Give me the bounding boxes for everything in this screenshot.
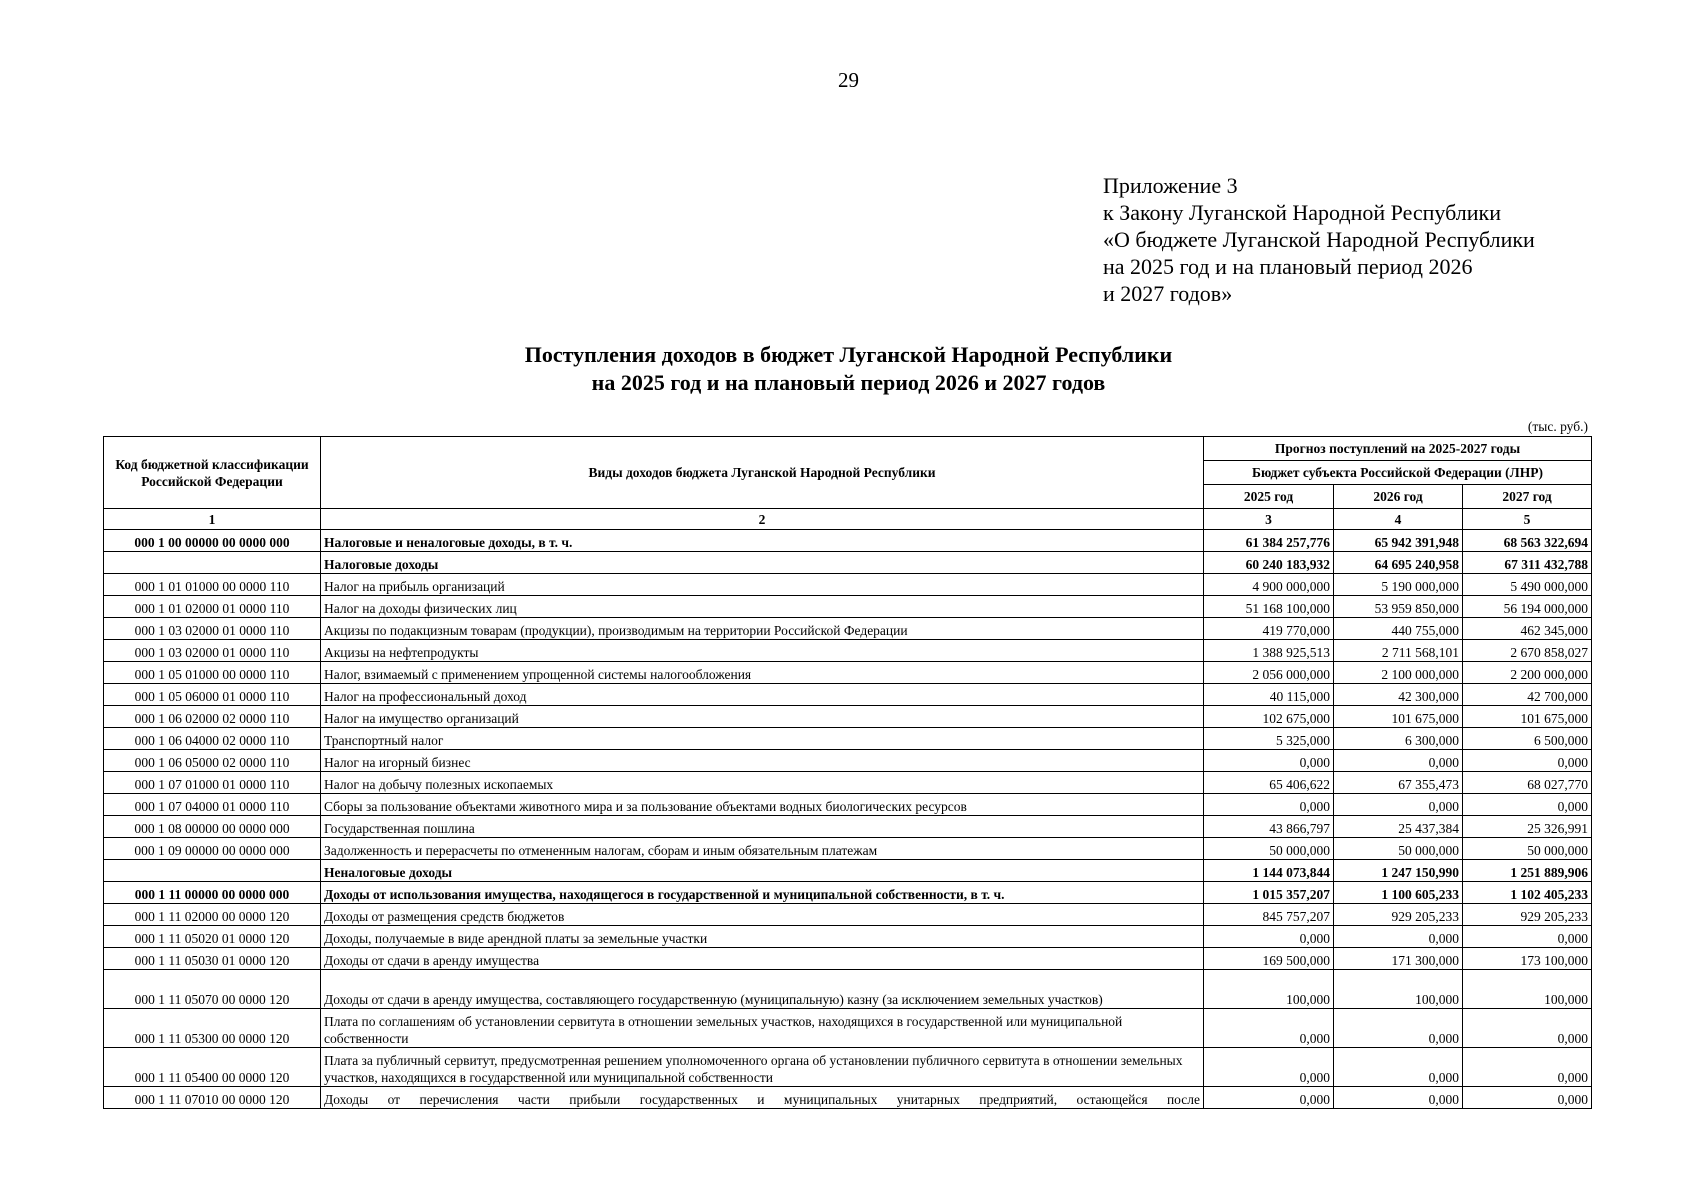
value-2026-cell: 100,000 <box>1334 970 1463 1009</box>
table-row <box>104 772 1592 794</box>
document-title <box>0 341 1697 397</box>
revenue-name-cell: Плата за публичный сервитут, предусмотренная решением уполномоченного органа об установлении публичного сервитута в отношении земельных участков, находящихся в государственной или муниципальной собственности <box>321 1048 1204 1087</box>
revenue-name-cell: Налог на игорный бизнес <box>321 750 1204 772</box>
value-2026-cell: 50 000,000 <box>1334 838 1463 860</box>
value-2027-cell: 67 311 432,788 <box>1463 552 1592 574</box>
table-row <box>104 882 1592 904</box>
table-row <box>104 794 1592 816</box>
value-2025-cell: 100,000 <box>1204 970 1334 1009</box>
column-index: 5 <box>1463 509 1592 530</box>
revenue-name-cell: Доходы от сдачи в аренду имущества, составляющего государственную (муниципальную) казну (за исключением земельных участков) <box>321 970 1204 1009</box>
revenue-name-cell: Задолженность и перерасчеты по отмененным налогам, сборам и иным обязательным платежам <box>321 838 1204 860</box>
table-row <box>104 816 1592 838</box>
table-row <box>104 1009 1592 1048</box>
revenue-name-cell: Доходы от размещения средств бюджетов <box>321 904 1204 926</box>
value-2025-cell: 845 757,207 <box>1204 904 1334 926</box>
revenue-name-cell: Плата по соглашениям об установлении сервитута в отношении земельных участков, находящихся в государственной или муниципальной собственности <box>321 1009 1204 1048</box>
revenue-name-cell: Доходы от использования имущества, находящегося в государственной и муниципальной собственности, в т. ч. <box>321 882 1204 904</box>
value-2027-cell: 0,000 <box>1463 750 1592 772</box>
value-2025-cell: 40 115,000 <box>1204 684 1334 706</box>
revenue-name-cell: Налог, взимаемый с применением упрощенной системы налогообложения <box>321 662 1204 684</box>
annex-line: к Закону Луганской Народной Республики <box>1103 200 1501 225</box>
revenue-name-cell: Налог на прибыль организаций <box>321 574 1204 596</box>
value-2027-cell: 101 675,000 <box>1463 706 1592 728</box>
header-year-2027: 2027 год <box>1463 485 1592 509</box>
budget-code-cell: 000 1 09 00000 00 0000 000 <box>104 838 321 860</box>
value-2025-cell: 0,000 <box>1204 1009 1334 1048</box>
value-2025-cell: 0,000 <box>1204 1087 1334 1109</box>
value-2025-cell: 1 015 357,207 <box>1204 882 1334 904</box>
value-2027-cell: 929 205,233 <box>1463 904 1592 926</box>
value-2025-cell: 4 900 000,000 <box>1204 574 1334 596</box>
value-2025-cell: 102 675,000 <box>1204 706 1334 728</box>
budget-code-cell: 000 1 03 02000 01 0000 110 <box>104 640 321 662</box>
budget-code-cell: 000 1 05 01000 00 0000 110 <box>104 662 321 684</box>
value-2025-cell: 1 144 073,844 <box>1204 860 1334 882</box>
column-index: 4 <box>1334 509 1463 530</box>
value-2025-cell: 43 866,797 <box>1204 816 1334 838</box>
value-2026-cell: 2 711 568,101 <box>1334 640 1463 662</box>
value-2025-cell: 2 056 000,000 <box>1204 662 1334 684</box>
budget-code-cell: 000 1 11 00000 00 0000 000 <box>104 882 321 904</box>
title-line: на 2025 год и на плановый период 2026 и 2027 годов <box>591 370 1106 395</box>
value-2026-cell: 5 190 000,000 <box>1334 574 1463 596</box>
value-2027-cell: 173 100,000 <box>1463 948 1592 970</box>
value-2026-cell: 2 100 000,000 <box>1334 662 1463 684</box>
column-index: 1 <box>104 509 321 530</box>
revenue-name-cell: Налог на имущество организаций <box>321 706 1204 728</box>
revenue-name-cell: Государственная пошлина <box>321 816 1204 838</box>
value-2026-cell: 0,000 <box>1334 794 1463 816</box>
revenue-name-cell: Акцизы по подакцизным товарам (продукции), производимым на территории Российской Федерации <box>321 618 1204 640</box>
value-2026-cell: 42 300,000 <box>1334 684 1463 706</box>
column-index: 3 <box>1204 509 1334 530</box>
annex-line: и 2027 годов» <box>1103 281 1233 306</box>
header-forecast: Прогноз поступлений на 2025-2027 годы <box>1204 437 1592 461</box>
budget-code-cell: 000 1 06 05000 02 0000 110 <box>104 750 321 772</box>
value-2025-cell: 0,000 <box>1204 750 1334 772</box>
budget-code-cell: 000 1 11 05400 00 0000 120 <box>104 1048 321 1087</box>
value-2026-cell: 53 959 850,000 <box>1334 596 1463 618</box>
value-2027-cell: 1 102 405,233 <box>1463 882 1592 904</box>
budget-code-cell: 000 1 08 00000 00 0000 000 <box>104 816 321 838</box>
value-2026-cell: 1 100 605,233 <box>1334 882 1463 904</box>
header-code: Код бюджетной классификации Российской Федерации <box>104 437 321 509</box>
value-2027-cell: 56 194 000,000 <box>1463 596 1592 618</box>
value-2025-cell: 0,000 <box>1204 1048 1334 1087</box>
value-2027-cell: 25 326,991 <box>1463 816 1592 838</box>
table-row <box>104 640 1592 662</box>
budget-code-cell <box>104 552 321 574</box>
budget-code-cell: 000 1 06 02000 02 0000 110 <box>104 706 321 728</box>
annex-caption <box>1103 172 1535 307</box>
value-2025-cell: 61 384 257,776 <box>1204 530 1334 552</box>
table-row <box>104 838 1592 860</box>
budget-code-cell: 000 1 03 02000 01 0000 110 <box>104 618 321 640</box>
budget-code-cell: 000 1 07 04000 01 0000 110 <box>104 794 321 816</box>
revenue-name-cell: Налог на доходы физических лиц <box>321 596 1204 618</box>
revenue-name-cell: Налог на профессиональный доход <box>321 684 1204 706</box>
table-row <box>104 662 1592 684</box>
value-2027-cell: 6 500,000 <box>1463 728 1592 750</box>
value-2026-cell: 25 437,384 <box>1334 816 1463 838</box>
value-2026-cell: 64 695 240,958 <box>1334 552 1463 574</box>
budget-code-cell: 000 1 11 05020 01 0000 120 <box>104 926 321 948</box>
value-2025-cell: 419 770,000 <box>1204 618 1334 640</box>
value-2025-cell: 60 240 183,932 <box>1204 552 1334 574</box>
revenue-table <box>103 436 1592 1109</box>
budget-code-cell: 000 1 05 06000 01 0000 110 <box>104 684 321 706</box>
header-name: Виды доходов бюджета Луганской Народной Республики <box>321 437 1204 509</box>
value-2027-cell: 0,000 <box>1463 794 1592 816</box>
value-2025-cell: 0,000 <box>1204 794 1334 816</box>
table-row <box>104 596 1592 618</box>
value-2026-cell: 929 205,233 <box>1334 904 1463 926</box>
table-row <box>104 728 1592 750</box>
units-note: (тыс. руб.) <box>1527 419 1588 434</box>
value-2025-cell: 1 388 925,513 <box>1204 640 1334 662</box>
budget-code-cell: 000 1 07 01000 01 0000 110 <box>104 772 321 794</box>
revenue-name-cell: Неналоговые доходы <box>321 860 1204 882</box>
header-budget: Бюджет субъекта Российской Федерации (ЛНР) <box>1204 461 1592 485</box>
value-2027-cell: 42 700,000 <box>1463 684 1592 706</box>
budget-code-cell: 000 1 11 05300 00 0000 120 <box>104 1009 321 1048</box>
budget-code-cell <box>104 860 321 882</box>
value-2027-cell: 0,000 <box>1463 926 1592 948</box>
value-2027-cell: 2 670 858,027 <box>1463 640 1592 662</box>
value-2027-cell: 100,000 <box>1463 970 1592 1009</box>
value-2025-cell: 51 168 100,000 <box>1204 596 1334 618</box>
revenue-name-cell: Доходы от сдачи в аренду имущества <box>321 948 1204 970</box>
header-year-2025: 2025 год <box>1204 485 1334 509</box>
value-2027-cell: 0,000 <box>1463 1009 1592 1048</box>
budget-code-cell: 000 1 11 02000 00 0000 120 <box>104 904 321 926</box>
annex-line: «О бюджете Луганской Народной Республики <box>1103 227 1535 252</box>
value-2026-cell: 0,000 <box>1334 1009 1463 1048</box>
value-2025-cell: 65 406,622 <box>1204 772 1334 794</box>
table-row <box>104 970 1592 1009</box>
table-row <box>104 860 1592 882</box>
revenue-name-cell: Доходы от перечисления части прибыли государственных и муниципальных унитарных предприятий, остающейся после <box>321 1087 1204 1109</box>
table-row <box>104 618 1592 640</box>
value-2027-cell: 1 251 889,906 <box>1463 860 1592 882</box>
table-row <box>104 926 1592 948</box>
title-line: Поступления доходов в бюджет Луганской Народной Республики <box>524 342 1173 367</box>
value-2027-cell: 0,000 <box>1463 1087 1592 1109</box>
budget-code-cell: 000 1 01 01000 00 0000 110 <box>104 574 321 596</box>
value-2025-cell: 169 500,000 <box>1204 948 1334 970</box>
value-2027-cell: 5 490 000,000 <box>1463 574 1592 596</box>
table-row <box>104 684 1592 706</box>
value-2026-cell: 0,000 <box>1334 750 1463 772</box>
table-row <box>104 904 1592 926</box>
value-2027-cell: 462 345,000 <box>1463 618 1592 640</box>
budget-code-cell: 000 1 06 04000 02 0000 110 <box>104 728 321 750</box>
value-2027-cell: 68 027,770 <box>1463 772 1592 794</box>
page-number: 29 <box>838 68 859 92</box>
value-2025-cell: 5 325,000 <box>1204 728 1334 750</box>
table-row <box>104 574 1592 596</box>
table-body <box>104 509 1592 1109</box>
revenue-name-cell: Акцизы на нефтепродукты <box>321 640 1204 662</box>
value-2027-cell: 2 200 000,000 <box>1463 662 1592 684</box>
annex-line: Приложение 3 <box>1103 173 1238 198</box>
value-2025-cell: 50 000,000 <box>1204 838 1334 860</box>
value-2026-cell: 65 942 391,948 <box>1334 530 1463 552</box>
budget-code-cell: 000 1 11 05070 00 0000 120 <box>104 970 321 1009</box>
table-row <box>104 1087 1592 1109</box>
table-row <box>104 750 1592 772</box>
value-2026-cell: 0,000 <box>1334 1048 1463 1087</box>
budget-code-cell: 000 1 11 07010 00 0000 120 <box>104 1087 321 1109</box>
value-2026-cell: 1 247 150,990 <box>1334 860 1463 882</box>
value-2026-cell: 6 300,000 <box>1334 728 1463 750</box>
revenue-name-cell: Доходы, получаемые в виде арендной платы за земельные участки <box>321 926 1204 948</box>
budget-code-cell: 000 1 00 00000 00 0000 000 <box>104 530 321 552</box>
value-2026-cell: 0,000 <box>1334 1087 1463 1109</box>
table-row <box>104 706 1592 728</box>
value-2026-cell: 0,000 <box>1334 926 1463 948</box>
table-row <box>104 552 1592 574</box>
annex-line: на 2025 год и на плановый период 2026 <box>1103 254 1473 279</box>
column-index-row <box>104 509 1592 530</box>
header-year-2026: 2026 год <box>1334 485 1463 509</box>
revenue-name-cell: Налоговые доходы <box>321 552 1204 574</box>
value-2026-cell: 67 355,473 <box>1334 772 1463 794</box>
value-2025-cell: 0,000 <box>1204 926 1334 948</box>
value-2027-cell: 68 563 322,694 <box>1463 530 1592 552</box>
revenue-name-cell: Налоговые и неналоговые доходы, в т. ч. <box>321 530 1204 552</box>
revenue-name-cell: Налог на добычу полезных ископаемых <box>321 772 1204 794</box>
value-2026-cell: 101 675,000 <box>1334 706 1463 728</box>
table-row <box>104 1048 1592 1087</box>
budget-code-cell: 000 1 11 05030 01 0000 120 <box>104 948 321 970</box>
value-2027-cell: 0,000 <box>1463 1048 1592 1087</box>
column-index: 2 <box>321 509 1204 530</box>
budget-code-cell: 000 1 01 02000 01 0000 110 <box>104 596 321 618</box>
table-row <box>104 948 1592 970</box>
value-2026-cell: 440 755,000 <box>1334 618 1463 640</box>
revenue-name-cell: Сборы за пользование объектами животного мира и за пользование объектами водных биологических ресурсов <box>321 794 1204 816</box>
table-row <box>104 530 1592 552</box>
revenue-name-cell: Транспортный налог <box>321 728 1204 750</box>
value-2026-cell: 171 300,000 <box>1334 948 1463 970</box>
value-2027-cell: 50 000,000 <box>1463 838 1592 860</box>
